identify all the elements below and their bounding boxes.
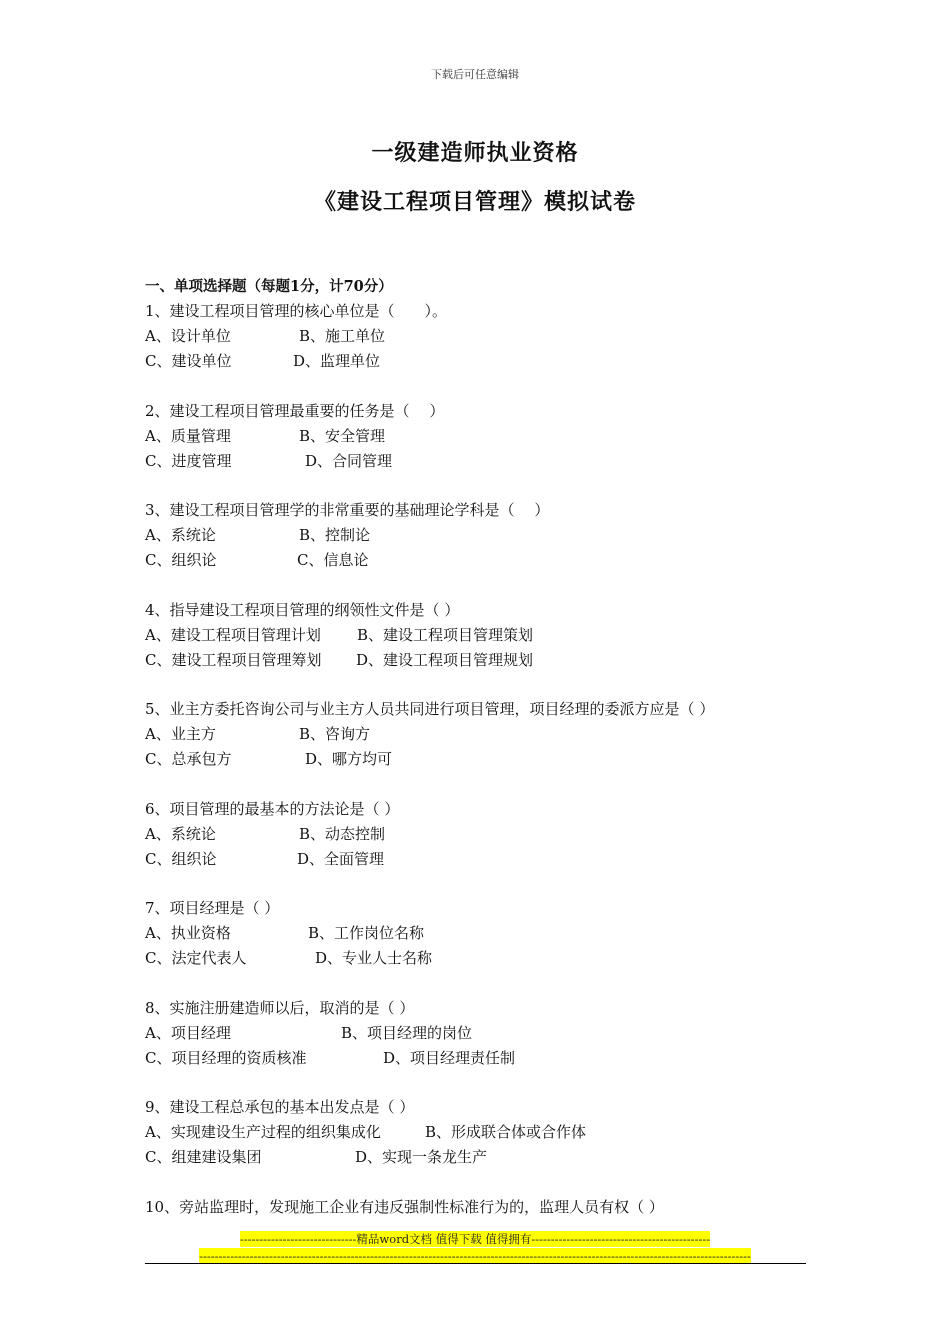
answer-option: B、咨询方 bbox=[299, 725, 371, 743]
option-row bbox=[145, 1120, 825, 1145]
footer-banner-text: ------------------------------精品word文档 值得下载 值得拥有---------------------------------------------- bbox=[239, 1232, 711, 1246]
answer-option: D、全面管理 bbox=[297, 849, 385, 868]
answer-option: B、项目经理的岗位 bbox=[341, 1023, 473, 1042]
answer-option: A、质量管理 bbox=[145, 426, 231, 445]
answer-option: B、动态控制 bbox=[299, 824, 386, 843]
option-row bbox=[145, 449, 825, 474]
question-item bbox=[145, 996, 825, 1071]
question-list bbox=[145, 299, 825, 1220]
answer-option: C、组织论 bbox=[145, 849, 217, 868]
answer-option: A、系统论 bbox=[145, 824, 216, 843]
question-item bbox=[145, 399, 825, 474]
option-row bbox=[145, 946, 825, 971]
answer-option: A、建设工程项目管理计划 bbox=[145, 625, 321, 644]
question-stem: 9、建设工程总承包的基本出发点是（ ） bbox=[145, 1098, 415, 1116]
question-stem: 6、项目管理的最基本的方法论是（ ） bbox=[145, 799, 400, 818]
option-row bbox=[145, 523, 825, 548]
question-stem: 1、建设工程项目管理的核心单位是（ ）。 bbox=[145, 302, 448, 320]
question-stem: 5、业主方委托咨询公司与业主方人员共同进行项目管理，项目经理的委派方应是（ ） bbox=[145, 700, 715, 718]
option-row bbox=[145, 847, 825, 872]
answer-option: A、项目经理 bbox=[145, 1023, 231, 1042]
answer-option: C、建设单位 bbox=[145, 352, 232, 370]
question-item bbox=[145, 1095, 825, 1170]
option-row bbox=[145, 747, 825, 772]
answer-option: A、执业资格 bbox=[145, 924, 231, 942]
exam-title: 一级建造师执业资格 bbox=[371, 140, 579, 166]
answer-option: D、专业人士名称 bbox=[315, 949, 433, 967]
answer-option: D、监理单位 bbox=[293, 352, 381, 370]
option-row bbox=[145, 722, 825, 747]
answer-option: C、组建建设集团 bbox=[145, 1148, 262, 1166]
question-stem: 4、指导建设工程项目管理的纲领性文件是（ ） bbox=[145, 600, 460, 619]
answer-option: B、形成联合体或合作体 bbox=[425, 1123, 587, 1141]
exam-subtitle: 《建设工程项目管理》模拟试卷 bbox=[313, 189, 636, 215]
header-note: 下载后可任意编辑 bbox=[431, 68, 519, 81]
option-row bbox=[145, 424, 825, 449]
answer-option: C、建设工程项目管理筹划 bbox=[145, 650, 322, 669]
question-item bbox=[145, 896, 825, 971]
question-stem: 3、建设工程项目管理学的非常重要的基础理论学科是（ ） bbox=[145, 501, 550, 519]
section-title: 一、单项选择题（每题1分，计70分） bbox=[145, 278, 393, 295]
answer-option: B、施工单位 bbox=[299, 327, 386, 345]
answer-option: A、设计单位 bbox=[145, 327, 231, 345]
answer-option: A、系统论 bbox=[145, 526, 216, 544]
answer-option: A、业主方 bbox=[145, 725, 216, 743]
answer-option: B、建设工程项目管理策划 bbox=[357, 625, 534, 644]
answer-option: D、合同管理 bbox=[305, 451, 393, 470]
question-stem: 7、项目经理是（ ） bbox=[145, 899, 280, 917]
question-stem: 2、建设工程项目管理最重要的任务是（ ） bbox=[145, 401, 445, 420]
option-row bbox=[145, 623, 825, 648]
option-row bbox=[145, 548, 825, 573]
option-row bbox=[145, 822, 825, 847]
bottom-divider bbox=[145, 1263, 806, 1264]
option-row bbox=[145, 1145, 825, 1170]
question-item bbox=[145, 797, 825, 872]
option-row bbox=[145, 921, 825, 946]
question-item bbox=[145, 598, 825, 673]
option-row bbox=[145, 324, 825, 349]
question-stem: 8、实施注册建造师以后，取消的是（ ） bbox=[145, 998, 415, 1017]
footer-banner-dashes bbox=[0, 1245, 950, 1264]
answer-option: B、控制论 bbox=[299, 526, 371, 544]
answer-option: B、工作岗位名称 bbox=[308, 924, 425, 942]
question-item bbox=[145, 1195, 825, 1220]
option-row bbox=[145, 1046, 825, 1071]
answer-option: C、法定代表人 bbox=[145, 949, 247, 967]
answer-option: A、实现建设生产过程的组织集成化 bbox=[145, 1123, 381, 1141]
question-section bbox=[145, 274, 825, 1244]
question-item bbox=[145, 498, 825, 573]
answer-option: B、安全管理 bbox=[299, 426, 386, 445]
option-row bbox=[145, 1021, 825, 1046]
option-row bbox=[145, 349, 825, 374]
answer-option: D、项目经理责任制 bbox=[383, 1048, 516, 1067]
answer-option: C、进度管理 bbox=[145, 451, 232, 470]
question-stem: 10、旁站监理时，发现施工企业有违反强制性标准行为的，监理人员有权（ ） bbox=[145, 1197, 664, 1216]
answer-option: C、组织论 bbox=[145, 551, 217, 569]
footer-dashes-text: ---------------------------------------------------------------------------------------------------------------------------------------------- bbox=[199, 1249, 751, 1263]
option-row bbox=[145, 648, 825, 673]
question-item bbox=[145, 697, 825, 772]
answer-option: C、总承包方 bbox=[145, 750, 232, 768]
question-item bbox=[145, 299, 825, 374]
answer-option: C、信息论 bbox=[297, 551, 369, 569]
answer-option: C、项目经理的资质核准 bbox=[145, 1048, 307, 1067]
answer-option: D、建设工程项目管理规划 bbox=[356, 650, 534, 669]
answer-option: D、哪方均可 bbox=[305, 750, 393, 768]
answer-option: D、实现一条龙生产 bbox=[355, 1148, 488, 1166]
